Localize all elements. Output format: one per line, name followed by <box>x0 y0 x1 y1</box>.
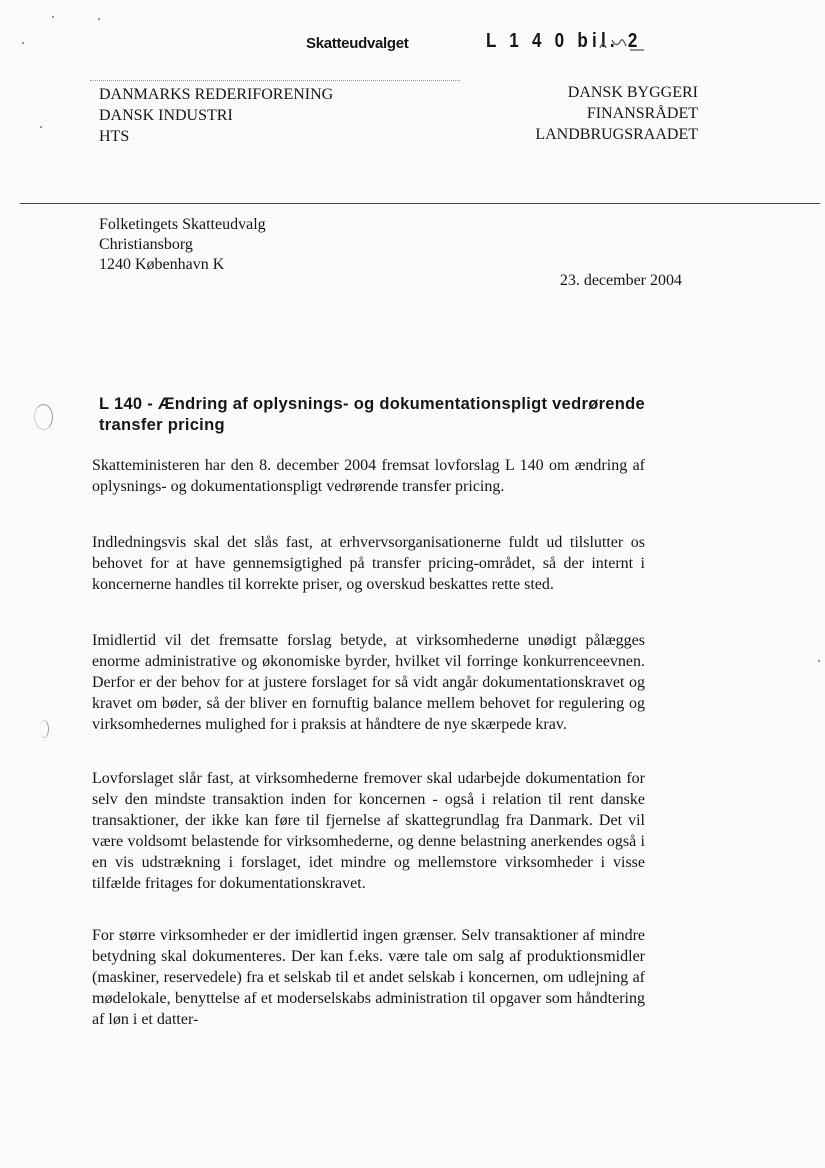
org-name: DANSK INDUSTRI <box>99 107 233 124</box>
body-paragraph: Indledningsvis skal det slås fast, at erhvervsorganisationerne fuldt ud tilslutter os behovet for at have gennemsigtighed på transfer pricing-området, så der internt i koncernerne handles til korrekte priser, og overskud beskattes rette sted. <box>92 534 645 593</box>
recipient-address <box>99 215 266 275</box>
handwritten-mark-icon <box>596 34 648 56</box>
punch-hole-icon <box>34 404 53 430</box>
body-paragraph: For større virksomheder er der imidlertid ingen grænser. Selv transaktioner af mindre betydning skal dokumenteres. Der kan f.eks. være tale om salg af produktionsmidler (maskiner, reservedele) fra et selskab til et andet selskab i koncernen, om udlejning af mødelokale, benyttelse af et moderselskabs administration til opgaver som håndtering af løn i et datter- <box>92 927 645 1028</box>
address-line: Folketingets Skatteudvalg <box>99 216 266 233</box>
scan-speck <box>40 126 42 128</box>
body-paragraph: Imidlertid vil det fremsatte forslag betyde, at virksomhederne unødigt pålægges enorme administrative og økonomiske byrder, hvilket vil forringe konkurrenceevnen. Derfor er der behov for at justere forslaget for så vidt angår dokumentationskravet og kravet om bøder, så der bliver en fornuftig balance mellem behovet for regulering og virksomhedernes mulighed for i praksis at håndtere de nye skærpede krav. <box>92 632 645 733</box>
address-line: 1240 København K <box>99 256 225 273</box>
scan-speck <box>818 660 820 662</box>
scan-speck <box>52 16 54 18</box>
address-line: Christiansborg <box>99 236 193 253</box>
org-name: LANDBRUGSRAADET <box>535 126 698 143</box>
committee-stamp: Skatteudvalget <box>306 35 409 52</box>
org-name: FINANSRÅDET <box>586 105 698 122</box>
header-top-divider <box>90 80 460 81</box>
letter-title: L 140 - Ændring af oplysnings- og dokumentationspligt vedrørende transfer pricing <box>99 395 646 434</box>
letterhead-divider <box>20 203 820 204</box>
org-name: DANMARKS REDERIFORENING <box>99 86 334 103</box>
letterhead-left <box>99 84 333 147</box>
document-reference-stamp: L 1 4 0 bil. 2 <box>486 30 642 52</box>
letterhead-right <box>535 82 698 145</box>
org-name: HTS <box>99 128 130 145</box>
body-paragraph: Lovforslaget slår fast, at virksomhederne fremover skal udarbejde dokumentation for selv den mindste transaktion inden for koncernen - også i relation til rent danske transaktioner, der ikke kan føre til fjernelse af skattegrundlag fra Danmark. Det vil være voldsomt belastende for virksomhederne, og denne belastning anerkendes også i en vis udstrækning i forslaget, idet mindre og mellemstore virksomheder i visse tilfælde fritages for dokumentationskravet. <box>92 770 645 892</box>
body-paragraph: Skatteministeren har den 8. december 2004 fremsat lovforslag L 140 om ændring af oplysnings- og dokumentationspligt vedrørende transfer pricing. <box>92 457 645 495</box>
letter-date: 23. december 2004 <box>559 272 682 289</box>
punch-hole-icon <box>40 720 49 738</box>
org-name: DANSK BYGGERI <box>567 84 698 101</box>
scan-speck <box>98 18 100 20</box>
scan-speck <box>22 42 24 44</box>
